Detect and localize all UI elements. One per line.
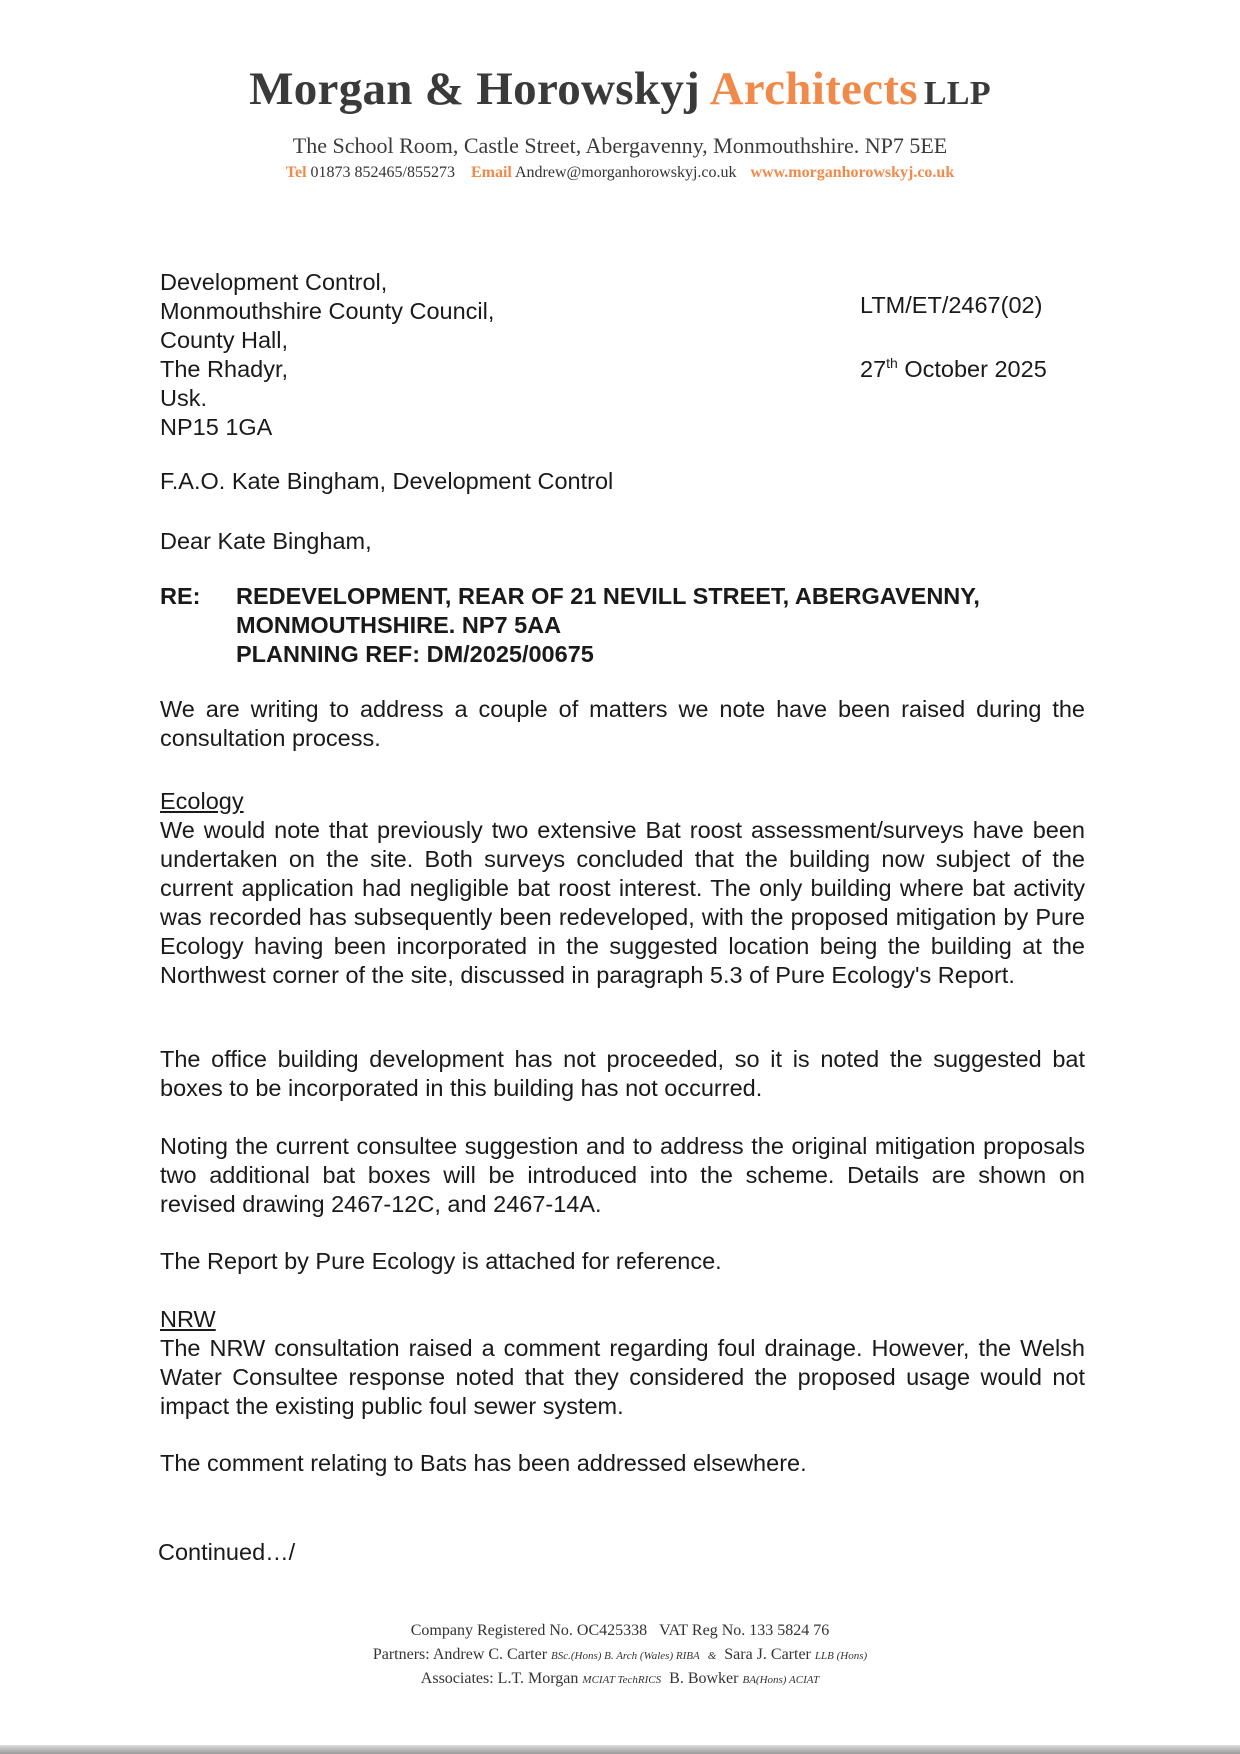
nrw-heading: NRW [160, 1306, 216, 1332]
letter-date: 27th October 2025 [860, 355, 1047, 382]
email-address[interactable]: Andrew@morganhorowskyj.co.uk [514, 164, 737, 181]
fao-line: F.A.O. Kate Bingham, Development Control [160, 468, 614, 494]
ecology-section [160, 787, 1085, 990]
company-reg: Company Registered No. OC425338 [410, 1622, 648, 1639]
scan-edge-shadow [0, 1745, 1240, 1754]
recipient-line: The Rhadyr, [160, 356, 289, 382]
ecology-paragraph: We would note that previously two extensive Bat roost assessment/surveys have been undertaken on the site. Both surveys concluded that the building now subject of the current application had negligible bat roost interest. The only building where bat activity was recorded has subsequently been redeveloped, with the proposed mitigation by Pure Ecology having been incorporated in the suggested location being the building at the Northwest corner of the site, discussed in paragraph 5.3 of Pure Ecology's Report. [160, 817, 1085, 988]
firm-suffix: LLP [923, 75, 991, 112]
salutation: Dear Kate Bingham, [160, 528, 372, 554]
reference-number: LTM/ET/2467(02) [860, 292, 1043, 318]
ecology-heading: Ecology [160, 788, 244, 814]
email-label: Email [470, 164, 512, 181]
intro-paragraph: We are writing to address a couple of matters we note have been raised during the consultation process. [160, 696, 1085, 751]
planning-ref: PLANNING REF: DM/2025/00675 [236, 641, 594, 667]
letterhead-address: The School Room, Castle Street, Abergavenny, Monmouthshire. NP7 5EE [292, 133, 948, 158]
website-link[interactable]: www.morganhorowskyj.co.uk [750, 164, 955, 181]
ecology-paragraph-2: The office building development has not proceeded, so it is noted the suggested bat boxes to be incorporated in this building has not occurred. [160, 1046, 1085, 1101]
letterhead-title [0, 62, 1240, 116]
recipient-line: Monmouthshire County Council, [160, 298, 495, 324]
recipient-line: Usk. [160, 385, 207, 411]
subject-line: MONMOUTHSHIRE. NP7 5AA [236, 612, 562, 638]
firm-name-accent: Architects [709, 63, 918, 115]
recipient-address [160, 268, 494, 442]
firm-name: Morgan & Horowskyj [249, 63, 701, 115]
subject-label: RE: [160, 583, 201, 609]
associates-line: Associates: L.T. Morgan MCIAT TechRICS B. Bowker BA(Hons) ACIAT [420, 1670, 820, 1687]
letterhead-contact [0, 164, 1240, 182]
continued-note: Continued…/ [158, 1539, 296, 1565]
nrw-paragraph: The NRW consultation raised a comment regarding foul drainage. However, the Welsh Water Consultee response noted that they considered the proposed usage would not impact the existing public foul sewer system. [160, 1335, 1085, 1419]
recipient-line: NP15 1GA [160, 414, 273, 440]
nrw-paragraph-2: The comment relating to Bats has been addressed elsewhere. [160, 1450, 807, 1476]
tel-number: 01873 852465/855273 [310, 164, 455, 181]
recipient-line: Development Control, [160, 269, 388, 295]
tel-label: Tel [285, 164, 307, 181]
letter-footer [0, 1622, 1240, 1694]
vat-reg: VAT Reg No. 133 5824 76 [659, 1622, 830, 1639]
partners-line: Partners: Andrew C. Carter BSc.(Hons) B. Arch (Wales) RIBA & Sara J. Carter LLB (Hons) [372, 1646, 868, 1663]
nrw-section [160, 1305, 1085, 1421]
ecology-paragraph-3: Noting the current consultee suggestion and to address the original mitigation proposals two additional bat boxes will be introduced into the scheme. Details are shown on revised drawing 2467-12C, and 2467-14A. [160, 1133, 1085, 1217]
recipient-line: County Hall, [160, 327, 288, 353]
subject-block [160, 582, 980, 669]
subject-line: REDEVELOPMENT, REAR OF 21 NEVILL STREET, ABERGAVENNY, [236, 583, 980, 609]
ecology-paragraph-4: The Report by Pure Ecology is attached for reference. [160, 1248, 722, 1274]
